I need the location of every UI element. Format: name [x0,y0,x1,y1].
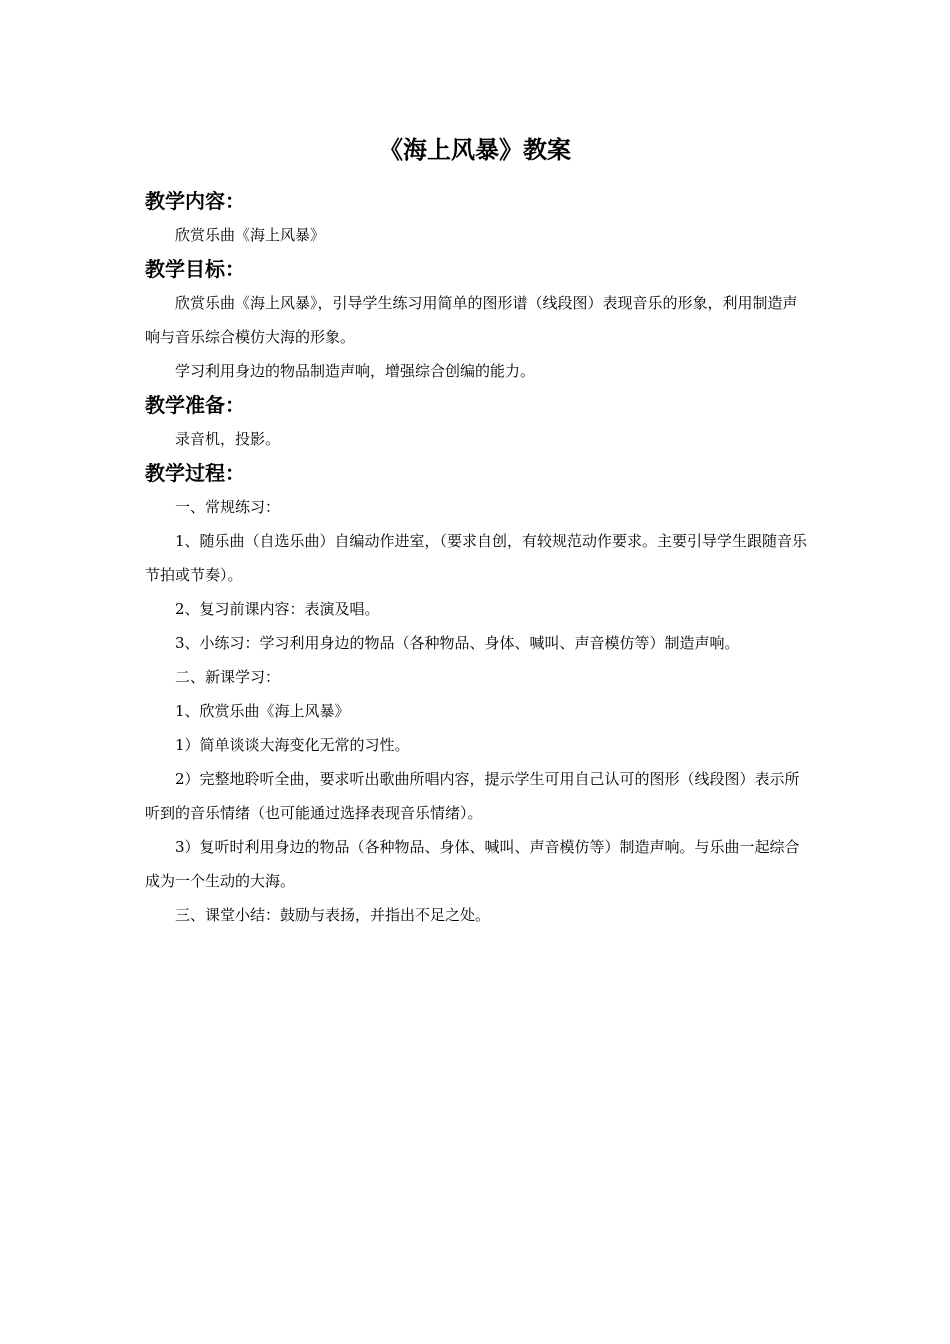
document-body [145,184,809,932]
paragraph: 录音机，投影。 [175,430,281,448]
section-heading-objectives: 教学目标： [145,257,245,281]
paragraph: 欣赏乐曲《海上风暴》 [175,226,326,244]
paragraph: 学习利用身边的物品制造声响，增强综合创编的能力。 [175,362,536,380]
paragraph: 3）复听时利用身边的物品（各种物品、身体、喊叫、声音模仿等）制造声响。与乐曲一起综合成为一个生动的大海。 [145,838,800,890]
document-title: 《海上风暴》教案 [379,136,571,164]
paragraph: 1、随乐曲（自选乐曲）自编动作进室，（要求自创，有较规范动作要求。主要引导学生跟随音乐节拍或节奏）。 [145,532,808,584]
paragraph: 2、复习前课内容：表演及唱。 [175,600,380,618]
paragraph: 3、小练习：学习利用身边的物品（各种物品、身体、喊叫、声音模仿等）制造声响。 [175,634,740,652]
section-heading-content: 教学内容： [145,189,245,213]
paragraph: 2）完整地聆听全曲，要求听出歌曲所唱内容，提示学生可用自己认可的图形（线段图）表示所听到的音乐情绪（也可能通过选择表现音乐情绪）。 [145,770,800,822]
paragraph: 一、常规练习： [175,498,281,516]
paragraph: 1、欣赏乐曲《海上风暴》 [175,702,350,720]
section-heading-process: 教学过程： [145,461,245,485]
paragraph: 二、新课学习： [175,668,281,686]
section-heading-preparation: 教学准备： [145,393,245,417]
paragraph: 三、课堂小结：鼓励与表扬，并指出不足之处。 [175,906,491,924]
paragraph: 欣赏乐曲《海上风暴》，引导学生练习用简单的图形谱（线段图）表现音乐的形象，利用制造声响与音乐综合模仿大海的形象。 [145,294,798,346]
paragraph: 1）简单谈谈大海变化无常的习性。 [175,736,410,754]
